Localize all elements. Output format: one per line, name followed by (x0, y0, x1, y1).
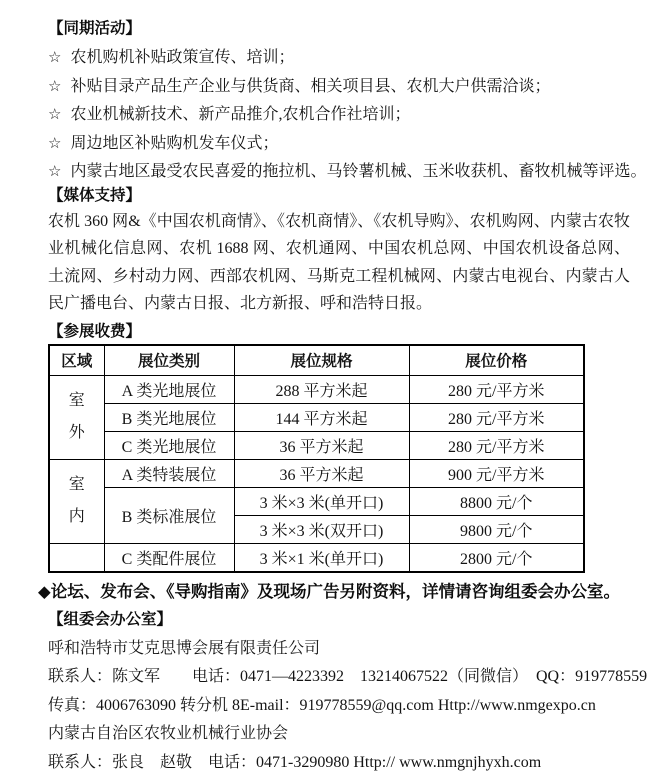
spec-cell: 3 米×1 米(单开口) (234, 543, 409, 572)
col-header-spec: 展位规格 (234, 345, 409, 376)
price-cell: 280 元/平方米 (409, 375, 584, 403)
table-row (49, 431, 584, 459)
spec-cell: 144 平方米起 (234, 403, 409, 431)
category-cell: A 类特装展位 (104, 459, 234, 487)
spec-cell: 288 平方米起 (234, 375, 409, 403)
activity-text: 农业机械新技术、新产品推介,农机合作社培训； (70, 106, 411, 123)
company-name-1: 呼和浩特市艾克思博会展有限责任公司 (48, 639, 321, 657)
spec-cell: 3 米×3 米(双开口) (234, 515, 409, 543)
zone-cell-outdoor (49, 375, 104, 459)
list-item (48, 158, 660, 187)
table-row (49, 375, 584, 403)
fees-note: ◆论坛、发布会、《导购指南》及现场广告另附资料，详情请咨询组委会办公室。 (38, 582, 620, 601)
activity-text: 内蒙古地区最受农民喜爱的拖拉机、马铃薯机械、玉米收获机、畜牧机械等评选。 (70, 163, 647, 180)
col-header-category: 展位类别 (104, 345, 234, 376)
category-cell: B 类标准展位 (104, 487, 234, 543)
price-cell: 2800 元/个 (409, 543, 584, 572)
spec-cell: 36 平方米起 (234, 459, 409, 487)
fax-email-line: 传真：4006763090 转分机 8E-mail：919778559@qq.com Http://www.nmgexpo.cn (48, 696, 596, 714)
spec-cell: 36 平方米起 (234, 431, 409, 459)
zone-cell-indoor (49, 459, 104, 543)
company-name-2: 内蒙古自治区农牧业机械行业协会 (48, 725, 289, 742)
star-icon: ☆ (48, 135, 62, 152)
office-heading: 【组委会办公室】 (48, 610, 173, 628)
section-office (48, 611, 660, 778)
table-header-row (49, 345, 584, 376)
section-activities (48, 20, 660, 187)
category-cell: A 类光地展位 (104, 375, 234, 403)
star-icon: ☆ (48, 78, 62, 95)
table-row (49, 459, 584, 487)
price-cell: 8800 元/个 (409, 487, 584, 515)
table-row (49, 403, 584, 431)
activity-text: 农机购机补贴政策宣传、培训； (70, 49, 295, 66)
section-media (48, 187, 660, 318)
office-contact-block (48, 635, 660, 778)
star-icon: ☆ (48, 50, 62, 66)
media-paragraph: 农机 360 网&《中国农机商情》、《农机商情》、《农机导购》、农机购网、内蒙古农牧业机械化信息网、农机 1688 网、农机通网、中国农机总网、中国农机设备总网、土流网、乡村动力网、西部农机网、马斯克工程机械网、内蒙古电视台、内蒙古人民广播电台、内蒙古日报、北方新报、呼和浩特日报。 (48, 212, 630, 312)
zone-cell-empty (49, 543, 104, 572)
media-heading: 【媒体支持】 (48, 186, 142, 204)
category-cell: B 类光地展位 (104, 403, 234, 431)
spec-cell: 3 米×3 米(单开口) (234, 487, 409, 515)
zone-label: 室内 (68, 476, 85, 525)
price-cell: 900 元/平方米 (409, 459, 584, 487)
section-fees (38, 322, 660, 602)
star-icon: ☆ (48, 164, 62, 180)
list-item (48, 130, 660, 159)
col-header-zone: 区域 (49, 345, 104, 376)
col-header-price: 展位价格 (409, 345, 584, 376)
category-cell: C 类配件展位 (104, 543, 234, 572)
activities-heading: 【同期活动】 (48, 20, 142, 37)
fees-heading: 【参展收费】 (48, 322, 142, 340)
price-cell: 280 元/平方米 (409, 403, 584, 431)
activities-list (48, 44, 660, 187)
list-item (48, 44, 660, 73)
price-cell: 280 元/平方米 (409, 431, 584, 459)
activity-text: 补贴目录产品生产企业与供货商、相关项目县、农机大户供需洽谈； (70, 77, 551, 95)
contact-line-2: 联系人：张良 赵敬 电话：0471-3290980 Http:// www.nmgnjhyxh.com (48, 753, 542, 771)
contact-line-1: 联系人：陈文军 电话：0471—4223392 13214067522（同微信） QQ：919778559 (48, 668, 648, 685)
zone-label: 室外 (68, 392, 85, 441)
table-row (49, 543, 584, 572)
price-cell: 9800 元/个 (409, 515, 584, 543)
table-row (49, 487, 584, 515)
star-icon: ☆ (48, 107, 62, 123)
category-cell: C 类光地展位 (104, 431, 234, 459)
activity-text: 周边地区补贴购机发车仪式； (70, 134, 279, 152)
list-item (48, 73, 660, 102)
fee-table (48, 344, 585, 573)
list-item (48, 101, 660, 130)
